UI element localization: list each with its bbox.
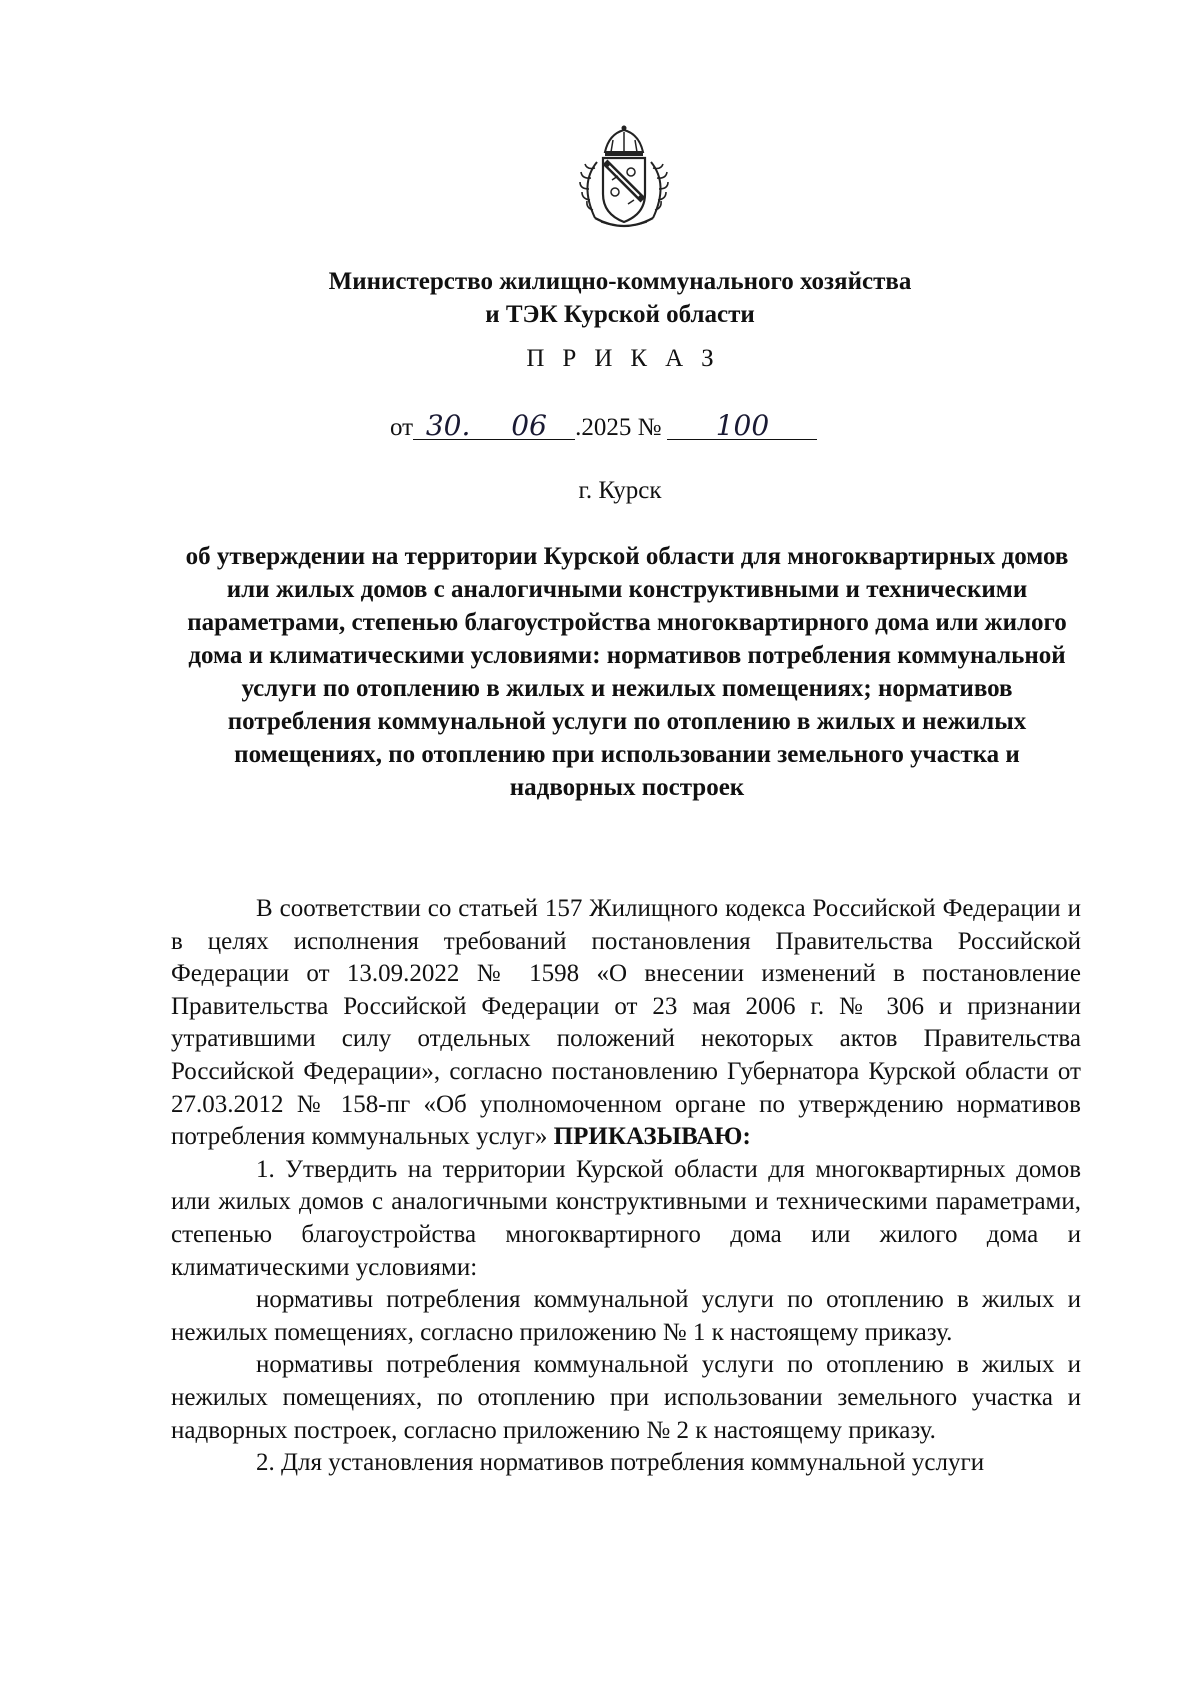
handwritten-day: 30. bbox=[413, 413, 483, 440]
handwritten-order-number: 100 bbox=[667, 413, 817, 440]
preamble-paragraph bbox=[171, 893, 1081, 1154]
item-1b-paragraph: нормативы потребления коммунальной услуги по отоплению в жилых и нежилых помещениях, по отоплению при использовании земельного участка и надворных построек, согласно приложению № 2 к настоящему приказу. bbox=[171, 1351, 1081, 1444]
date-prefix: от bbox=[390, 414, 414, 441]
handwritten-month: 06 bbox=[483, 413, 575, 440]
coat-of-arms-emblem bbox=[565, 122, 683, 234]
date-number-line bbox=[390, 409, 817, 444]
date-year: .2025 bbox=[575, 414, 632, 441]
order-word: ПРИКАЗЫВАЮ: bbox=[553, 1123, 751, 1151]
city-name: г. Курск bbox=[578, 477, 662, 504]
ministry-name-line2: и ТЭК Курской области bbox=[485, 301, 755, 328]
ministry-name-line1: Министерство жилищно-коммунального хозяйства bbox=[328, 268, 912, 295]
document-type-letter: П bbox=[526, 345, 545, 372]
document-type-letter: К bbox=[630, 345, 648, 372]
number-sign: № bbox=[637, 414, 662, 441]
document-type-letter: А bbox=[665, 345, 684, 372]
item-2-paragraph: 2. Для установления нормативов потребления коммунальной услуги bbox=[256, 1449, 985, 1477]
document-type-letter: Р bbox=[562, 345, 577, 372]
document-type-letter: З bbox=[701, 345, 714, 372]
document-type-letter: И bbox=[594, 345, 613, 372]
order-body bbox=[171, 893, 1081, 1480]
preamble-text: В соответствии со статьей 157 Жилищного кодекса Российской Федерации и в целях исполнения требований постановления Правительства Российской Федерации от 13.09.2022 № 1598 «О внесении изменений в постановление Правительства Российской Федерации от 23 мая 2006 г. № 306 и признании утратившими силу отдельных положений некоторых актов Правительства Российской Федерации», согласно постановлению Губернатора Курской области от 27.03.2012 № 158-пг «Об уполномоченном органе по утверждению нормативов потребления коммунальных услуг» bbox=[171, 895, 1081, 1151]
order-title: об утверждении на территории Курской области для многоквартирных домов или жилых домов с аналогичными конструктивными и техническими параметрами, степенью благоустройства многоквартирного дома или жилого дома и климатическими условиями: нормативов потребления коммунальной услуги по отоплению в жилых и нежилых помещениях; нормативов потребления коммунальной услуги по отоплению в жилых и нежилых помещениях, по отоплению при использовании земельного участка и надворных построек bbox=[185, 543, 1069, 801]
item-1-paragraph: 1. Утвердить на территории Курской области для многоквартирных домов или жилых домов с аналогичными конструктивными и техническими параметрами, степенью благоустройства многоквартирного дома или жилого дома и климатическими условиями: bbox=[171, 1155, 1081, 1281]
item-1a-paragraph: нормативы потребления коммунальной услуги по отоплению в жилых и нежилых помещениях, согласно приложению № 1 к настоящему приказу. bbox=[171, 1286, 1081, 1346]
document-type-heading bbox=[160, 345, 1080, 373]
